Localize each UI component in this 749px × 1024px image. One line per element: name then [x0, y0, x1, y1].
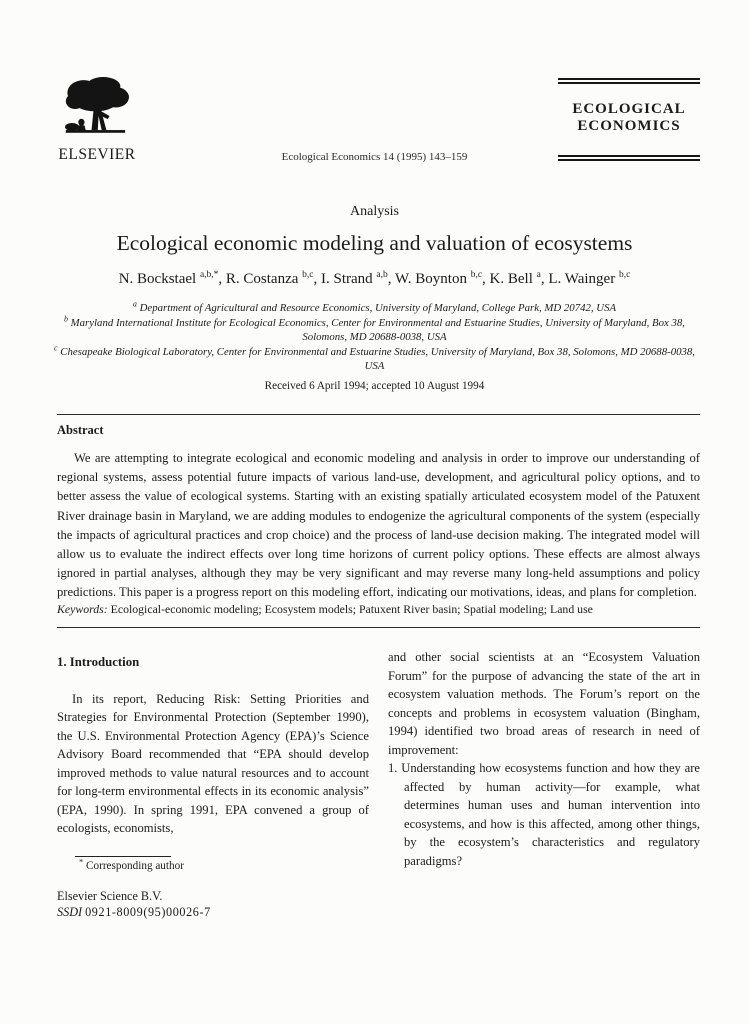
author-affiliation-sup: b,c: [618, 270, 631, 280]
author-affiliation-sup: a: [536, 270, 541, 280]
abstract-text: We are attempting to integrate ecological and economic modeling and analysis in order to improve our understanding of regional systems, assess potential future impacts of various land-use, development, and agricultural policy options, and to better assess the value of ecological systems. Starting with an existing spatially articulated ecosystem model of the Patuxent River drainage basin in Maryland, we are adding modules to endogenize the agricultural components of the system (especially the impacts of agricultural practices and crop choice) and the process of land-use decision making. The integrated model will allow us to evaluate the indirect effects over long time horizons of current policy options. These effects are almost always ignored in partial analyses, although they may be very significant and may reverse many long-held assumptions and policy predictions. This paper is a progress report on this modeling effort, indicating our motivations, ideas, and plans for completion.: [57, 451, 700, 600]
publisher-imprint: Elsevier Science B.V.: [57, 889, 163, 903]
affiliation-text: Chesapeake Biological Laboratory, Center for Environmental and Estuarine Studies, University of Maryland, Box 38, Solomons, MD 20688-0038, USA: [57, 345, 695, 373]
abstract-top-rule: [57, 414, 700, 415]
author-name: L. Wainger: [548, 271, 619, 287]
masthead-title: [558, 101, 700, 135]
author-affiliation-sup: a,b,*: [199, 270, 219, 280]
journal-citation: Ecological Economics 14 (1995) 143–159: [281, 151, 468, 163]
affiliation-sup: c: [53, 343, 58, 353]
author-affiliation-sup: b,c: [470, 270, 483, 280]
affiliations: [48, 301, 701, 374]
publisher-name: ELSEVIER: [58, 146, 136, 163]
masthead-top-rule: [558, 78, 700, 84]
elsevier-tree-icon: [58, 74, 136, 144]
keywords-bottom-rule: [57, 627, 700, 628]
numbered-list-item: [388, 759, 700, 870]
keywords-text: Ecological-economic modeling; Ecosystem models; Patuxent River basin; Spatial modeling; Land use: [110, 602, 593, 616]
intro-paragraph-2: and other social scientists at an “Ecosystem Valuation Forum” for the purpose of advancing the state of the art in ecosystem valuation methods. The Forum’s report on the concepts and problems in ecosystem valuation (Bingham, 1994) identified two broad areas of research in need of improvement:: [388, 650, 700, 757]
numbered-list: [388, 759, 700, 870]
masthead-title-line2: ECONOMICS: [577, 118, 681, 134]
column-right: [388, 648, 700, 870]
footnote-marker: *: [79, 856, 84, 867]
author-line: N. Bockstael $^{a,b,*}$, R. Costanza $^{b,c}$, I. Strand $^{a,b}$, W. Boynton $^{b,c}$, K. Bell $^a$, L. Wainger $^{b,c}$: [118, 270, 631, 287]
masthead-title-line1: ECOLOGICAL: [572, 101, 686, 117]
ssdi-label: SSDI: [57, 904, 83, 919]
keywords-line: [57, 602, 700, 617]
author-name: W. Boynton: [395, 271, 471, 287]
author-name: K. Bell: [489, 271, 537, 287]
author-affiliation-sup: a,b: [376, 270, 388, 280]
affiliation-sup: b: [63, 314, 68, 323]
list-item-number: 1.: [388, 761, 402, 775]
section-heading-introduction: 1. Introduction: [57, 655, 140, 669]
affiliation: [48, 316, 701, 345]
ssdi-number: 0921-8009(95)00026-7: [85, 904, 211, 919]
list-item-text: Understanding how ecosystems function and how they are affected by human activity—for example, what determines human uses and human intervention into ecosystems, and how is this affected, among other things, by the ecosystem’s characteristics and regulatory paradigms?: [401, 761, 701, 868]
masthead-bottom-rule: [558, 155, 700, 161]
abstract-heading: Abstract: [57, 423, 104, 437]
footnote-rule: [75, 856, 171, 857]
affiliation: [48, 301, 701, 316]
journal-masthead: [558, 78, 700, 161]
author-name: R. Costanza: [225, 271, 303, 287]
body-columns: [57, 648, 700, 870]
article-title: Ecological economic modeling and valuation of ecosystems: [116, 231, 633, 255]
keywords-label: Keywords:: [57, 602, 108, 616]
author-affiliation-sup: b,c: [302, 270, 314, 280]
ssdi-line: [57, 905, 211, 921]
author-name: I. Strand: [321, 271, 377, 287]
footer: [57, 889, 211, 920]
author-name: N. Bockstael: [118, 271, 200, 287]
footnote-text-label: Corresponding author: [86, 860, 184, 872]
footnote-text: [57, 856, 367, 872]
article-type: Analysis: [350, 204, 399, 219]
affiliation-text: Department of Agricultural and Resource Economics, University of Maryland, College Park, MD 20742, USA: [136, 302, 617, 314]
received-dates: Received 6 April 1994; accepted 10 August 1994: [264, 380, 485, 392]
affiliation-text: Maryland International Institute for Ecological Economics, Center for Environmental and Estuarine Studies, University of Maryland, Box 38, Solomons, MD 20688-0038, USA: [67, 316, 686, 344]
affiliation: [48, 345, 701, 374]
intro-paragraph-1: In its report, Reducing Risk: Setting Priorities and Strategies for Environmental Protection (September 1990), the U.S. Environmental Protection Agency (EPA)’s Science Advisory Board recommended that “EPA should develop improved methods to value natural resources and to account for long-term environmental effects in its economic analysis” (EPA, 1990). In spring 1991, EPA convened a group of ecologists, economists,: [57, 691, 369, 835]
footnote: [57, 856, 367, 872]
affiliation-sup: a: [132, 299, 137, 309]
column-left: [57, 648, 369, 870]
